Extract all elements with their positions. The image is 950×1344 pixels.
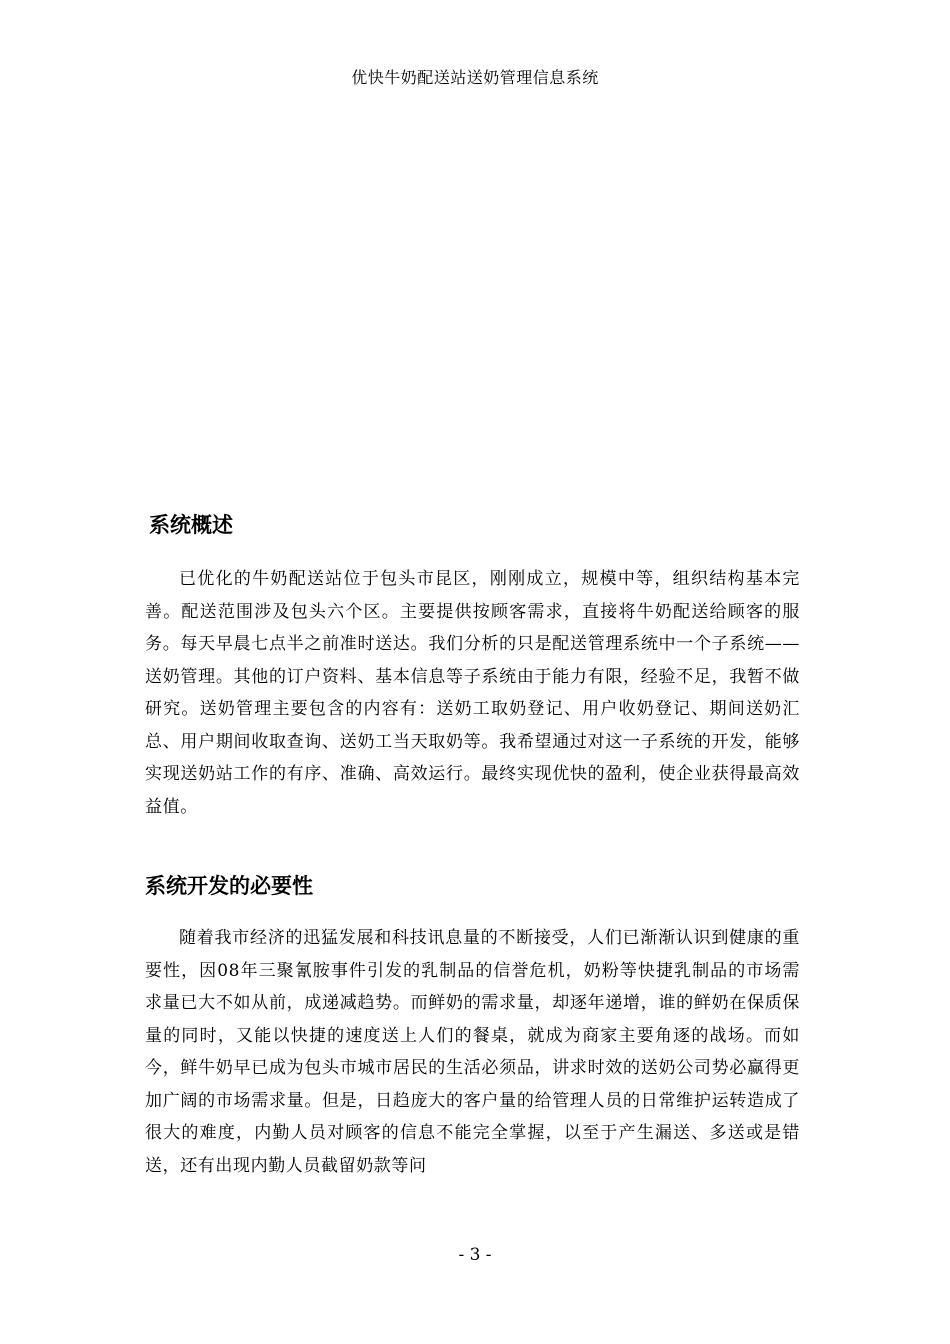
page-header: 优快牛奶配送站送奶管理信息系统 <box>351 68 599 87</box>
section-heading-necessity: 系统开发的必要性 <box>145 874 313 898</box>
section-heading-overview: 系统概述 <box>149 513 233 537</box>
page-number: - 3 - <box>458 1245 492 1265</box>
section-paragraph-overview: 已优化的牛奶配送站位于包头市昆区，刚刚成立，规模中等，组织结构基本完善。配送范围涉及包头六个区。主要提供按顾客需求，直接将牛奶配送给顾客的服务。每天早晨七点半之前准时送达。我们分析的只是配送管理系统中一个子系统——送奶管理。其他的订户资料、基本信息等子系统由于能力有限，经验不足，我暂不做研究。送奶管理主要包含的内容有：送奶工取奶登记、用户收奶登记、期间送奶汇总、用户期间收取查询、送奶工当天取奶等。我希望通过对这一子系统的开发，能够实现送奶站工作的有序、准确、高效运行。最终实现优快的盈利，使企业获得最高效益值。 <box>145 569 800 817</box>
section-paragraph-necessity: 随着我市经济的迅猛发展和科技讯息量的不断接受，人们已渐渐认识到健康的重要性，因08年三聚氰胺事件引发的乳制品的信誉危机，奶粉等快捷乳制品的市场需求量已大不如从前，成递减趋势。而鲜奶的需求量，却逐年递增，谁的鲜奶在保质保量的同时，又能以快捷的速度送上人们的餐桌，就成为商家主要角逐的战场。而如今，鲜牛奶早已成为包头市城市居民的生活必须品，讲求时效的送奶公司势必赢得更加广阔的市场需求量。但是，日趋庞大的客户量的给管理人员的日常维护运转造成了很大的难度，内勤人员对顾客的信息不能完全掌握，以至于产生漏送、多送或是错送，还有出现内勤人员截留奶款等问 <box>145 928 800 1176</box>
